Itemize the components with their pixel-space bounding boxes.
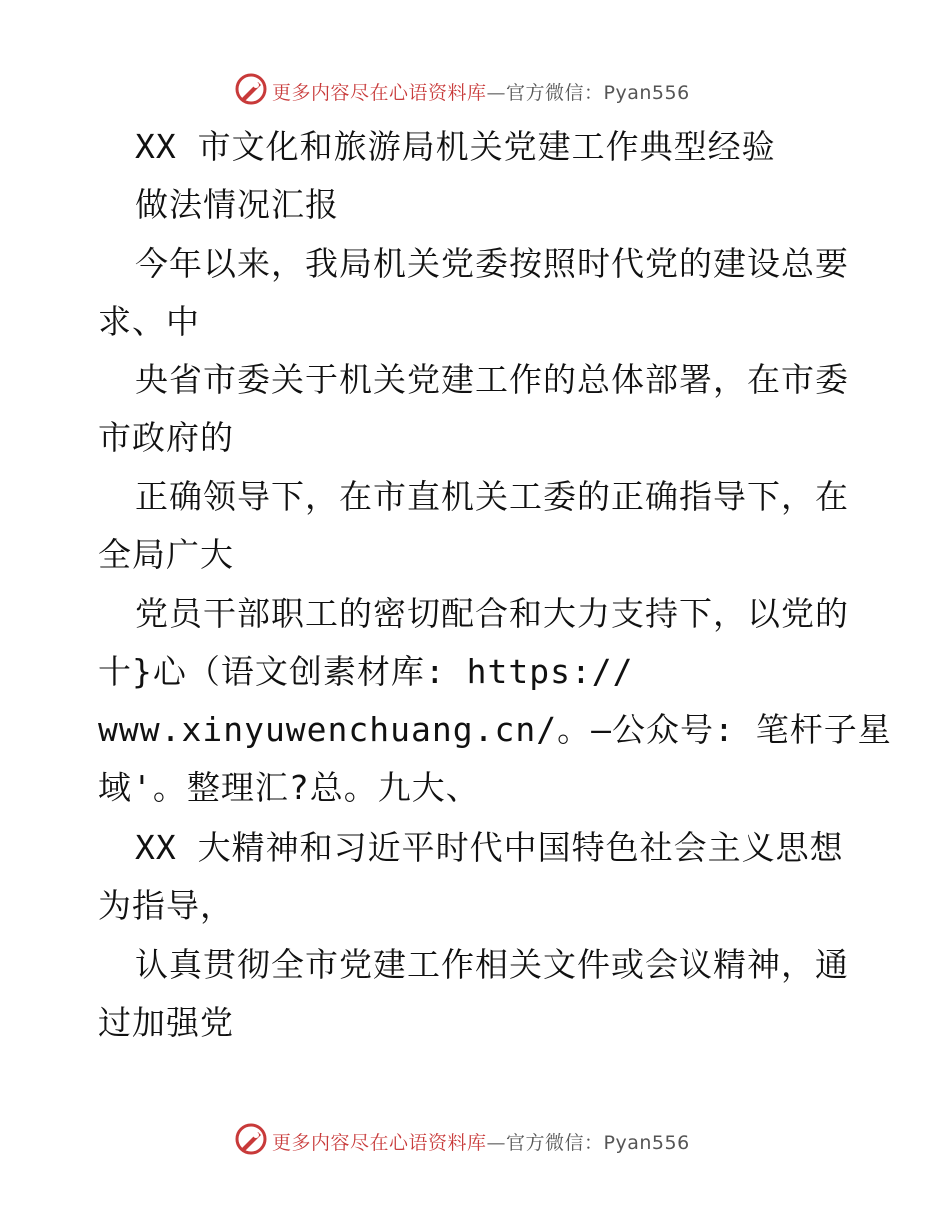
doc-subtitle: 做法情况汇报 — [135, 185, 339, 224]
doc-title: XX 市文化和旅游局机关党建工作典型经验 — [135, 127, 776, 166]
header-watermark — [0, 70, 950, 110]
footer-watermark — [0, 1120, 950, 1160]
pen-logo-icon — [234, 72, 268, 106]
pen-logo-icon — [234, 1122, 268, 1156]
paragraph-line: 过加强党 — [98, 1003, 234, 1042]
watermark-text: 更多内容尽在心语资料库—官方微信：Pyan556 — [272, 1132, 690, 1154]
watermark-text: 更多内容尽在心语资料库—官方微信：Pyan556 — [272, 82, 690, 104]
paragraph-line: 央省市委关于机关党建工作的总体部署，在市委 — [135, 360, 849, 399]
paragraph-line: 市政府的 — [98, 418, 234, 457]
paragraph-line: 正确领导下，在市直机关工委的正确指导下，在 — [135, 477, 849, 516]
paragraph-line: 十}心（语文创素材库: https:// — [98, 652, 634, 691]
paragraph-line: 党员干部职工的密切配合和大力支持下，以党的 — [135, 594, 849, 633]
paragraph-line: 求、中 — [98, 302, 200, 341]
paragraph-line: 全局广大 — [98, 535, 234, 574]
paragraph-line: www.xinyuwenchuang.cn/。—公众号: 笔杆子星 — [98, 710, 892, 749]
paragraph-line: 今年以来，我局机关党委按照时代党的建设总要 — [135, 244, 849, 283]
paragraph-line: 域'。整理汇?总。九大、 — [98, 768, 480, 807]
paragraph-line: 认真贯彻全市党建工作相关文件或会议精神，通 — [135, 945, 849, 984]
paragraph-line: XX 大精神和习近平时代中国特色社会主义思想 — [135, 828, 844, 867]
paragraph-line: 为指导， — [98, 886, 234, 925]
